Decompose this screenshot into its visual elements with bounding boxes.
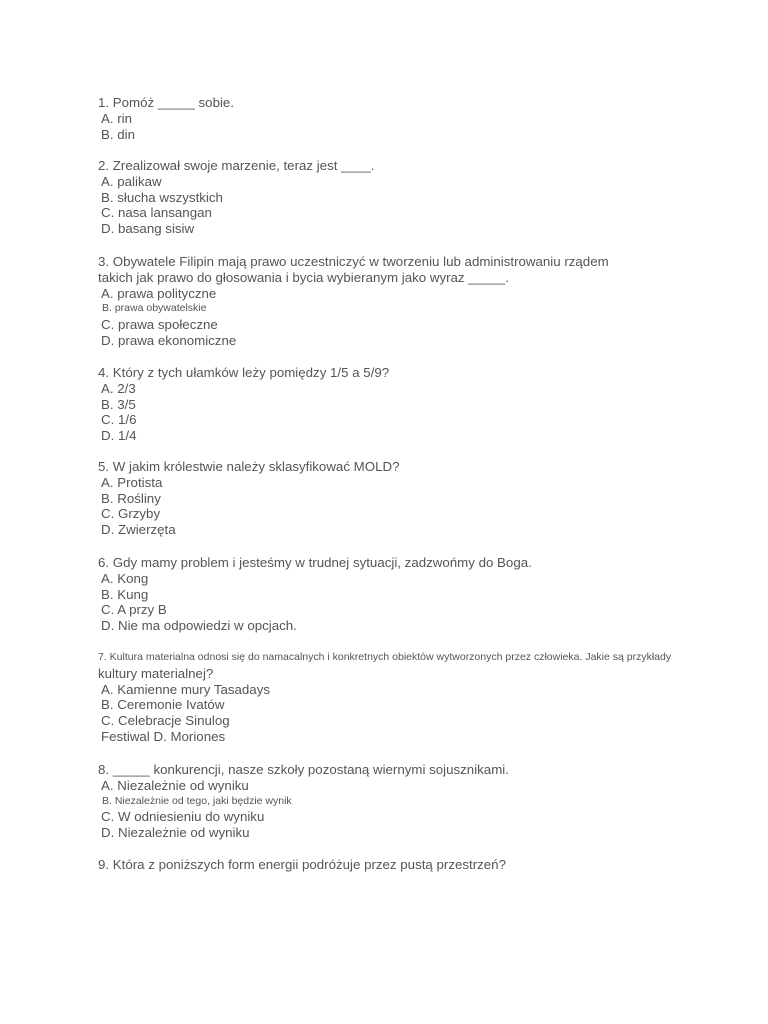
answer-option: D. basang sisiw (101, 221, 195, 237)
answer-option: A. Niezależnie od wyniku (101, 777, 249, 793)
answer-option: A. Kong (101, 570, 149, 586)
question-text: 9. Która z poniższych form energii podróżuje przez pustą przestrzeń? (98, 857, 506, 872)
answer-option: C. W odniesieniu do wyniku (101, 809, 265, 825)
answer-option: C. nasa lansangan (101, 205, 212, 221)
question-text: 8. _____ konkurencji, nasze szkoły pozostaną wiernymi sojusznikami. (98, 762, 509, 777)
answer-option: A. Kamienne mury Tasadays (101, 681, 271, 697)
question-text: takich jak prawo do głosowania i bycia wybieranym jako wyraz _____. (98, 269, 509, 285)
answer-option: C. prawa społeczne (101, 317, 218, 333)
question-text: 4. Który z tych ułamków leży pomiędzy 1/5 a 5/9? (98, 365, 390, 380)
question-text: 1. Pomóż _____ sobie. (98, 95, 235, 110)
answer-option: Festiwal D. Moriones (101, 728, 226, 744)
answer-option: B. Niezależnie od tego, jaki będzie wynik (102, 794, 292, 807)
question-text: 5. W jakim królestwie należy sklasyfikować MOLD? (98, 459, 400, 474)
answer-option: A. 2/3 (101, 380, 136, 396)
answer-option: A. palikaw (101, 173, 162, 189)
question-block (98, 365, 389, 444)
answer-option: A. Protista (101, 474, 163, 490)
question-block (98, 857, 506, 873)
question-text: kultury materialnej? (98, 665, 214, 681)
answer-option: B. słucha wszystkich (101, 189, 223, 205)
answer-option: B. prawa obywatelskie (102, 302, 207, 315)
question-block (98, 95, 234, 142)
question-text: 3. Obywatele Filipin mają prawo uczestniczyć w tworzeniu lub administrowaniu rządem (98, 254, 609, 269)
answer-option: D. 1/4 (101, 428, 137, 444)
question-block (98, 762, 509, 841)
answer-option: C. Celebracje Sinulog (101, 713, 230, 729)
question-block (98, 650, 671, 745)
answer-option: B. Kung (101, 586, 149, 602)
answer-option: D. Nie ma odpowiedzi w opcjach. (101, 618, 297, 634)
answer-option: B. 3/5 (101, 396, 136, 412)
question-block (98, 459, 399, 538)
answer-option: B. Rośliny (101, 490, 161, 506)
answer-option: D. prawa ekonomiczne (101, 332, 237, 348)
answer-option: C. Grzyby (101, 506, 161, 522)
question-block (98, 555, 532, 634)
question-text: 7. Kultura materialna odnosi się do namacalnych i konkretnych obiektów wytworzonych przez człowieka. Jakie są przykłady (98, 651, 672, 663)
question-text: 6. Gdy mamy problem i jesteśmy w trudnej sytuacji, zadzwońmy do Boga. (98, 555, 532, 570)
answer-option: A. prawa polityczne (101, 285, 217, 301)
answer-option: B. din (101, 126, 136, 142)
answer-option: C. A przy B (101, 602, 167, 618)
answer-option: D. Niezależnie od wyniku (101, 825, 250, 841)
answer-option: A. rin (101, 110, 133, 126)
answer-option: D. Zwierzęta (101, 522, 176, 538)
answer-option: B. Ceremonie Ivatów (101, 697, 225, 713)
question-block (98, 254, 609, 349)
question-block (98, 158, 374, 237)
question-text: 2. Zrealizował swoje marzenie, teraz jest ____. (98, 158, 375, 173)
answer-option: C. 1/6 (101, 412, 137, 428)
